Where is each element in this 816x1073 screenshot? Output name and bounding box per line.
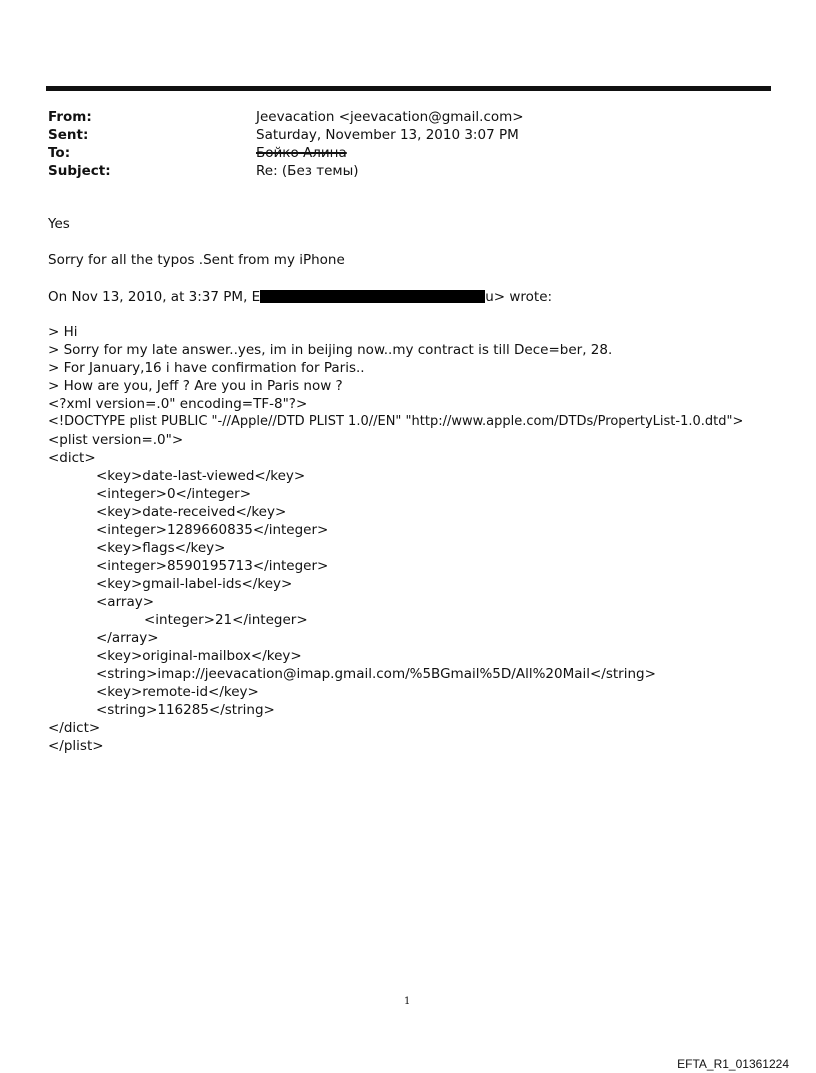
xml-line: </plist> (48, 738, 104, 754)
redaction-block (260, 290, 485, 303)
quoted-line: > How are you, Jeff ? Are you in Paris now ? (48, 378, 343, 394)
document-id: EFTA_R1_01361224 (677, 1057, 789, 1071)
xml-line: <integer>1289660835</integer> (96, 522, 329, 538)
xml-line: <key>gmail-label-ids</key> (96, 576, 293, 592)
quote-intro-end: u> wrote: (485, 289, 553, 305)
xml-line: <string>116285</string> (96, 702, 275, 718)
to-value: Бойко Алина (256, 145, 347, 161)
from-label: From: (48, 109, 92, 125)
quote-intro (48, 289, 552, 305)
xml-line: </array> (96, 630, 159, 646)
reply-text: Yes (48, 216, 70, 232)
xml-line: <integer>21</integer> (144, 612, 308, 628)
sent-label: Sent: (48, 127, 89, 143)
header-rule (46, 86, 771, 91)
quoted-line: > Sorry for my late answer..yes, im in beijing now..my contract is till Dece=ber, 28. (48, 342, 613, 358)
from-value: Jeevacation <jeevacation@gmail.com> (256, 109, 524, 125)
page-number: 1 (404, 996, 411, 1007)
quoted-line: > Hi (48, 324, 78, 340)
xml-line: <key>original-mailbox</key> (96, 648, 302, 664)
quote-intro-start: On Nov 13, 2010, at 3:37 PM, E (48, 289, 261, 305)
xml-line: <key>date-received</key> (96, 504, 287, 520)
signature-text: Sorry for all the typos .Sent from my iPhone (48, 252, 345, 268)
subject-value: Re: (Без темы) (256, 163, 359, 179)
xml-line: <array> (96, 594, 155, 610)
xml-line: <!DOCTYPE plist PUBLIC "-//Apple//DTD PLIST 1.0//EN" "http://www.apple.com/DTDs/PropertyList-1.0.dtd"> (48, 414, 744, 429)
sent-value: Saturday, November 13, 2010 3:07 PM (256, 127, 519, 143)
xml-line: <integer>8590195713</integer> (96, 558, 329, 574)
xml-line: <key>flags</key> (96, 540, 226, 556)
xml-line: <dict> (48, 450, 96, 466)
quoted-line: > For January,16 i have confirmation for Paris.. (48, 360, 365, 376)
xml-line: <integer>0</integer> (96, 486, 252, 502)
xml-line: <key>date-last-viewed</key> (96, 468, 306, 484)
xml-line: <string>imap://jeevacation@imap.gmail.com/%5BGmail%5D/All%20Mail</string> (96, 666, 656, 682)
xml-line: </dict> (48, 720, 101, 736)
xml-line: <key>remote-id</key> (96, 684, 259, 700)
subject-label: Subject: (48, 163, 111, 179)
xml-line: <?xml version=.0" encoding=TF-8"?> (48, 396, 308, 412)
xml-line: <plist version=.0"> (48, 432, 184, 448)
to-label: To: (48, 145, 71, 161)
